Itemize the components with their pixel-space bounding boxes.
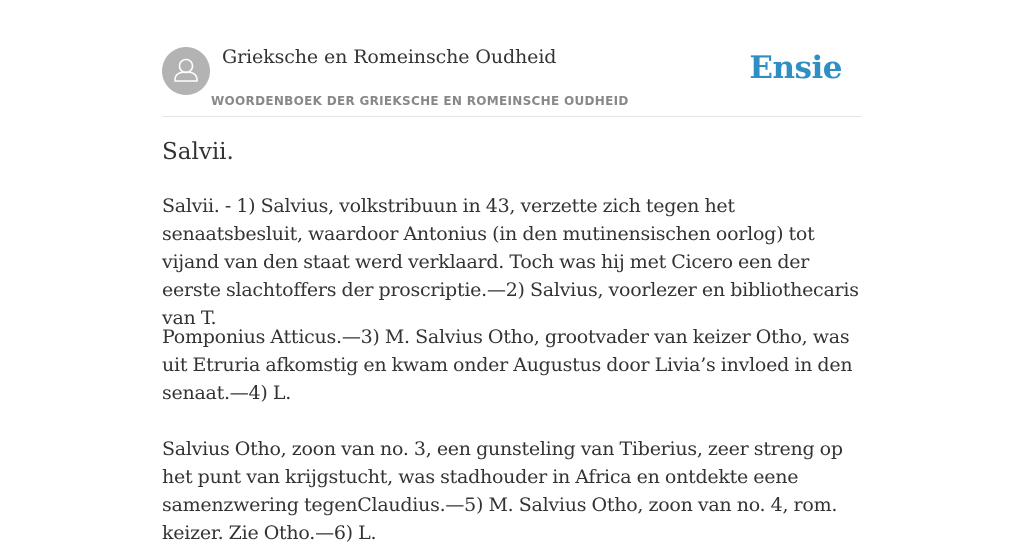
user-placeholder-icon[interactable] xyxy=(162,47,210,95)
entry-paragraph-3: Salvius Otho, zoon van no. 3, een gunsteling van Tiberius, zeer streng op het punt van krijgstucht, was stadhouder in Africa en ontdekte eene samenzwering tegenClaudius.—5) M. Salvius Otho, zoon van no. 4, rom. keizer. Zie Otho.—6) L. xyxy=(162,438,843,544)
ensie-logo[interactable]: Ensie xyxy=(749,50,842,86)
avatar-silhouette-icon xyxy=(162,47,210,95)
source-title[interactable]: Grieksche en Romeinsche Oudheid xyxy=(222,46,557,68)
source-header xyxy=(162,44,862,117)
entry-paragraph-1: Salvii. - 1) Salvius, volkstribuun in 43, verzette zich tegen het senaatsbesluit, waardoor Antonius (in den mutinensischen oorlog) tot vijand van den staat werd verklaard. Toch was hij met Cicero een der eerste slachtoffers der proscriptie.—2) Salvius, voorlezer en bibliothecaris van T. xyxy=(162,195,859,329)
source-subtitle[interactable]: WOORDENBOEK DER GRIEKSCHE EN ROMEINSCHE OUDHEID xyxy=(211,94,629,108)
entry-paragraph-2: Pomponius Atticus.—3) M. Salvius Otho, grootvader van keizer Otho, was uit Etruria afkomstig en kwam onder Augustus door Livia’s invloed in den senaat.—4) L. xyxy=(162,326,853,404)
entry-title: Salvii. xyxy=(162,139,234,165)
